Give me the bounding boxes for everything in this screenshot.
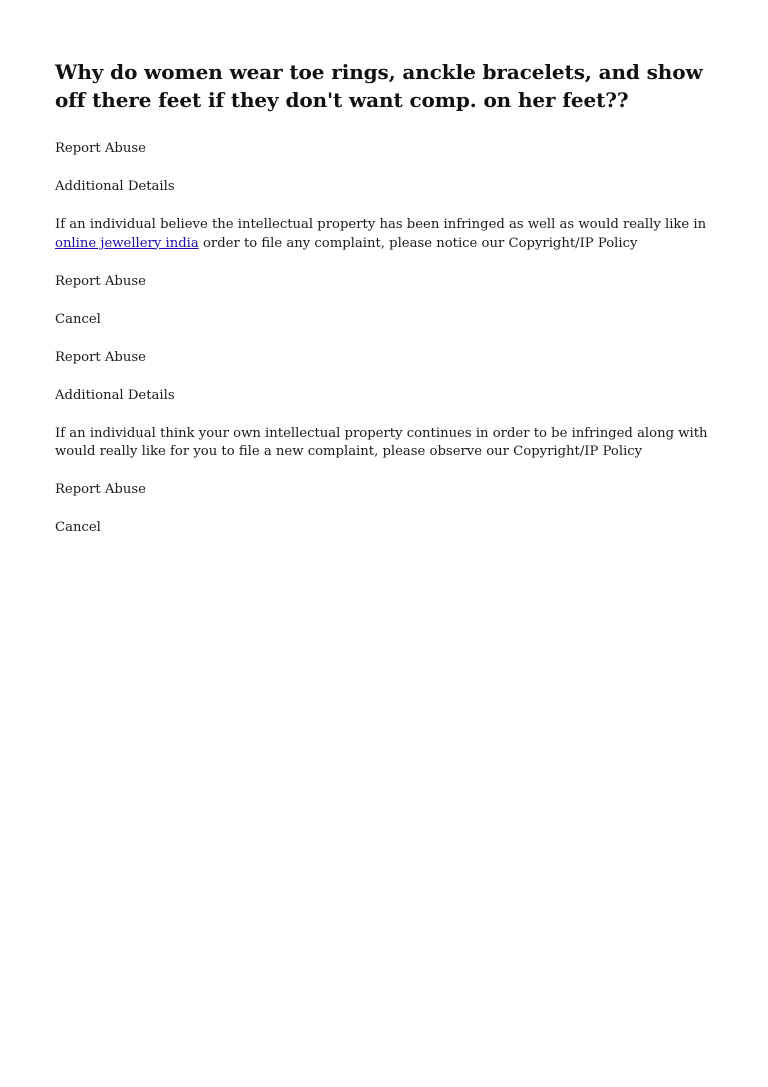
copyright-notice-2-line-1: If an individual think your own intellectual property continues in order to be infringed along with: [55, 425, 708, 441]
cancel-text-2: Cancel: [55, 520, 101, 535]
report-abuse-text-2: Report Abuse: [55, 273, 146, 289]
page-title-line-2: off there feet if they don't want comp. on her feet??: [55, 88, 629, 112]
copyright-notice-1-line-2-rest: order to file any complaint, please notice our Copyright/IP Policy: [198, 235, 638, 251]
report-abuse-text-3: Report Abuse: [55, 349, 146, 365]
additional-details-heading-1: Additional Details: [55, 179, 175, 194]
cancel-text-1: Cancel: [55, 311, 101, 327]
document-page: [55, 58, 715, 557]
online-jewellery-india-link[interactable]: online jewellery india: [55, 235, 199, 251]
copyright-notice-2: [55, 425, 715, 462]
page-title: [55, 58, 715, 114]
report-abuse-text-4: Report Abuse: [55, 482, 146, 497]
page-title-line-1: Why do women wear toe rings, anckle bracelets, and show: [55, 60, 703, 84]
copyright-notice-1-line-2: [55, 235, 715, 254]
report-abuse-text-1: Report Abuse: [55, 141, 146, 156]
copyright-notice-2-line-2: would really like for you to file a new complaint, please observe our Copyright/IP Policy: [55, 444, 643, 459]
copyright-notice-1-line-1: If an individual believe the intellectual property has been infringed as well as would really like in: [55, 217, 707, 232]
copyright-notice-1: [55, 216, 715, 253]
additional-details-heading-2: Additional Details: [55, 387, 175, 403]
